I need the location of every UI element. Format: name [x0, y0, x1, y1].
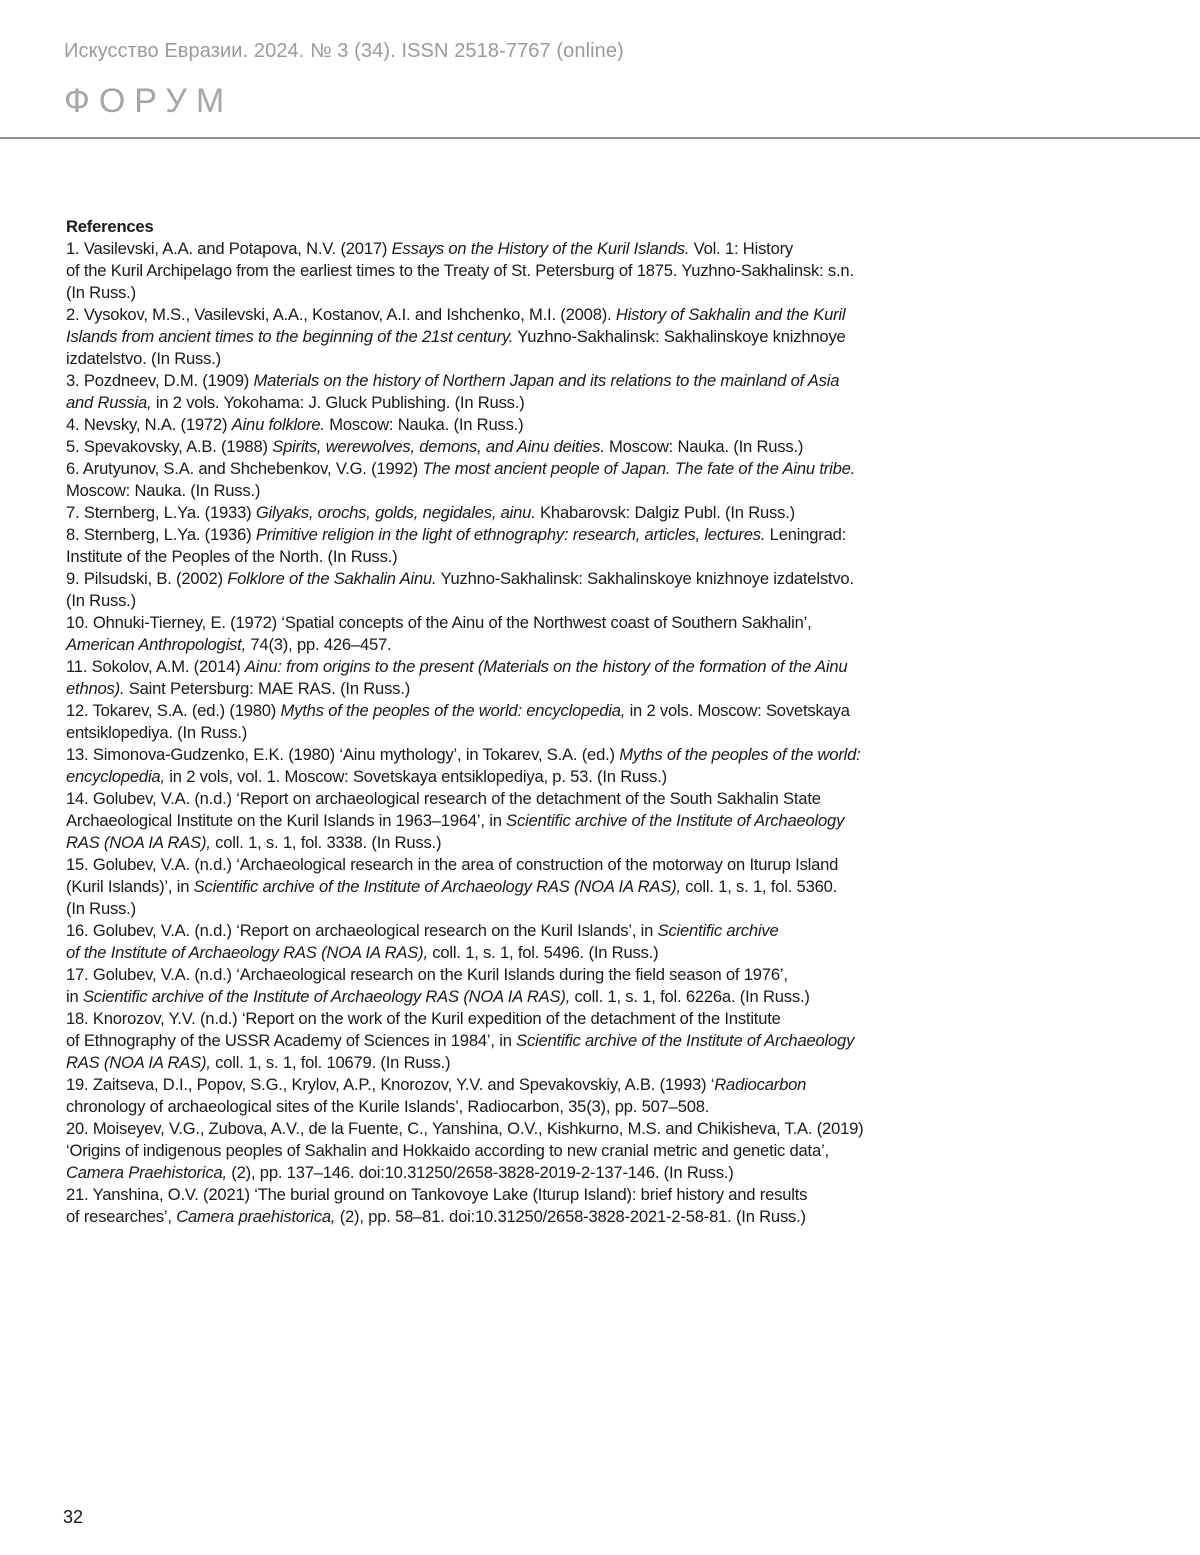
reference-line	[66, 1184, 966, 1206]
reference-text: 15. Golubev, V.A. (n.d.) ‘Archaeological research in the area of construction of the motorway on Iturup Island	[66, 855, 839, 874]
reference-line	[66, 766, 966, 788]
reference-text: in 2 vols, vol. 1. Moscow: Sovetskaya entsiklopediya, p. 53. (In Russ.)	[164, 767, 667, 786]
reference-text: 14. Golubev, V.A. (n.d.) ‘Report on archaeological research of the detachment of the South Sakhalin State	[66, 789, 821, 808]
reference-line	[66, 1052, 966, 1074]
reference-text: 16. Golubev, V.A. (n.d.) ‘Report on archaeological research on the Kuril Islands’, in	[66, 921, 658, 940]
reference-line	[66, 612, 966, 634]
reference-text: 19. Zaitseva, D.I., Popov, S.G., Krylov, A.P., Knorozov, Y.V. and Spevakovskiy, A.B. (1993) ‘	[66, 1075, 715, 1094]
reference-text: in 2 vols. Moscow: Sovetskaya	[625, 701, 850, 720]
reference-line	[66, 854, 966, 876]
reference-text: chronology of archaeological sites of the Kurile Islands’, Radiocarbon, 35(3), pp. 507–508.	[66, 1097, 710, 1116]
reference-line	[66, 458, 966, 480]
reference-line	[66, 1118, 966, 1140]
reference-line	[66, 304, 966, 326]
reference-line	[66, 1096, 966, 1118]
reference-title-italic: Primitive religion in the light of ethnography: research, articles, lectures.	[255, 525, 766, 544]
reference-line	[66, 700, 966, 722]
reference-line	[66, 1140, 966, 1162]
reference-line	[66, 964, 966, 986]
reference-line	[66, 788, 966, 810]
reference-title-italic: Folklore of the Sakhalin Ainu.	[227, 569, 437, 588]
reference-title-italic: Spirits, werewolves, demons, and Ainu deities.	[272, 437, 605, 456]
reference-line	[66, 744, 966, 766]
reference-line	[66, 898, 966, 920]
reference-title-italic: History of Sakhalin and the Kuril	[615, 305, 846, 324]
reference-title-italic: Gilyaks, orochs, golds, negidales, ainu.	[255, 503, 536, 522]
reference-line	[66, 590, 966, 612]
reference-text: (In Russ.)	[66, 591, 136, 610]
section-title: ФОРУМ	[64, 82, 234, 120]
header-divider	[0, 137, 1200, 139]
reference-line	[66, 634, 966, 656]
reference-text: izdatelstvo. (In Russ.)	[66, 349, 221, 368]
reference-line	[66, 502, 966, 524]
reference-text: coll. 1, s. 1, fol. 5496. (In Russ.)	[427, 943, 659, 962]
reference-line	[66, 1206, 966, 1228]
reference-line	[66, 1162, 966, 1184]
reference-text: 12. Tokarev, S.A. (ed.) (1980)	[66, 701, 281, 720]
reference-title-italic: Myths of the peoples of the world: encyclopedia,	[280, 701, 626, 720]
reference-line	[66, 722, 966, 744]
reference-title-italic: and Russia,	[66, 393, 152, 412]
reference-line	[66, 238, 966, 260]
reference-line	[66, 1074, 966, 1096]
reference-text: 9. Pilsudski, B. (2002)	[66, 569, 228, 588]
reference-text: 11. Sokolov, A.M. (2014)	[66, 657, 245, 676]
reference-title-italic: Scientific archive of the Institute of Archaeology RAS (NOA IA RAS),	[82, 987, 571, 1006]
reference-line	[66, 260, 966, 282]
reference-title-italic: Myths of the peoples of the world:	[619, 745, 861, 764]
reference-title-italic: Essays on the History of the Kuril Islands.	[391, 239, 690, 258]
page-number: 32	[63, 1507, 84, 1527]
reference-text: 17. Golubev, V.A. (n.d.) ‘Archaeological research on the Kuril Islands during the field season of 1976’,	[66, 965, 788, 984]
reference-text: Yuzhno-Sakhalinsk: Sakhalinskoye knizhnoye izdatelstvo.	[436, 569, 854, 588]
reference-line	[66, 942, 966, 964]
reference-text: coll. 1, s. 1, fol. 5360.	[680, 877, 838, 896]
reference-text: 20. Moiseyev, V.G., Zubova, A.V., de la Fuente, C., Yanshina, O.V., Kishkurno, M.S. and Chikisheva, T.A. (2019)	[66, 1119, 864, 1138]
reference-text: (2), pp. 58–81. doi:10.31250/2658-3828-2021-2-58-81. (In Russ.)	[335, 1207, 806, 1226]
reference-title-italic: Ainu: from origins to the present (Materials on the history of the formation of the Ainu	[244, 657, 848, 676]
reference-text: entsiklopediya. (In Russ.)	[66, 723, 248, 742]
reference-text: (In Russ.)	[66, 899, 136, 918]
reference-line	[66, 568, 966, 590]
reference-line	[66, 480, 966, 502]
reference-line	[66, 678, 966, 700]
reference-text: 7. Sternberg, L.Ya. (1933)	[66, 503, 256, 522]
reference-text: Institute of the Peoples of the North. (In Russ.)	[66, 547, 398, 566]
reference-title-italic: Scientific archive of the Institute of Archaeology	[516, 1031, 855, 1050]
reference-text: ‘Origins of indigenous peoples of Sakhalin and Hokkaido according to new cranial metric and genetic data’,	[66, 1141, 829, 1160]
reference-line	[66, 810, 966, 832]
reference-text: 21. Yanshina, O.V. (2021) ‘The burial ground on Tankovoye Lake (Iturup Island): brief history and results	[66, 1185, 808, 1204]
references-section	[66, 216, 966, 1228]
reference-text: Moscow: Nauka. (In Russ.)	[604, 437, 804, 456]
reference-text: of researches’,	[66, 1207, 177, 1226]
reference-title-italic: Materials on the history of Northern Japan and its relations to the mainland of Asia	[253, 371, 840, 390]
reference-text: Vol. 1: History	[689, 239, 794, 258]
reference-line	[66, 546, 966, 568]
reference-line	[66, 436, 966, 458]
reference-title-italic: The most ancient people of Japan. The fate of the Ainu tribe.	[422, 459, 856, 478]
reference-line	[66, 392, 966, 414]
reference-text: 1. Vasilevski, A.A. and Potapova, N.V. (2017)	[66, 239, 392, 258]
reference-line	[66, 414, 966, 436]
reference-text: Yuzhno-Sakhalinsk: Sakhalinskoye knizhnoye	[513, 327, 846, 346]
reference-title-italic: of the Institute of Archaeology RAS (NOA IA RAS),	[66, 943, 428, 962]
reference-text: 8. Sternberg, L.Ya. (1936)	[66, 525, 256, 544]
reference-text: Saint Petersburg: MAE RAS. (In Russ.)	[124, 679, 411, 698]
reference-line	[66, 524, 966, 546]
reference-text: in 2 vols. Yokohama: J. Gluck Publishing. (In Russ.)	[151, 393, 525, 412]
reference-title-italic: ethnos).	[66, 679, 125, 698]
reference-text: 18. Knorozov, Y.V. (n.d.) ‘Report on the work of the Kuril expedition of the detachment of the Institute	[66, 1009, 781, 1028]
reference-text: 74(3), pp. 426–457.	[245, 635, 392, 654]
reference-line	[66, 986, 966, 1008]
reference-text: 3. Pozdneev, D.M. (1909)	[66, 371, 254, 390]
reference-text: Moscow: Nauka. (In Russ.)	[324, 415, 524, 434]
reference-line	[66, 370, 966, 392]
reference-line	[66, 832, 966, 854]
reference-title-italic: RAS (NOA IA RAS),	[66, 1053, 211, 1072]
reference-text: 10. Ohnuki-Tierney, E. (1972) ‘Spatial concepts of the Ainu of the Northwest coast of Southern Sakhalin’,	[66, 613, 812, 632]
reference-line	[66, 1030, 966, 1052]
reference-text: of Ethnography of the USSR Academy of Sciences in 1984’, in	[66, 1031, 517, 1050]
reference-title-italic: Scientific archive of the Institute of Archaeology	[506, 811, 845, 830]
reference-text: 2. Vysokov, M.S., Vasilevski, A.A., Kostanov, A.I. and Ishchenko, M.I. (2008).	[66, 305, 616, 324]
reference-text: (2), pp. 137–146. doi:10.31250/2658-3828-2019-2-137-146. (In Russ.)	[226, 1163, 734, 1182]
reference-line	[66, 282, 966, 304]
references-heading: References	[66, 217, 154, 236]
reference-title-italic: encyclopedia,	[66, 767, 165, 786]
reference-title-italic: Ainu folklore.	[231, 415, 325, 434]
reference-text: Khabarovsk: Dalgiz Publ. (In Russ.)	[535, 503, 795, 522]
reference-text: 5. Spevakovsky, A.B. (1988)	[66, 437, 273, 456]
reference-title-italic: RAS (NOA IA RAS),	[66, 833, 211, 852]
reference-line	[66, 876, 966, 898]
reference-title-italic: Scientific archive of the Institute of Archaeology RAS (NOA IA RAS),	[193, 877, 681, 896]
reference-title-italic: Scientific archive	[657, 921, 779, 940]
reference-text: (Kuril Islands)’, in	[66, 877, 194, 896]
reference-text: in	[66, 987, 83, 1006]
reference-text: coll. 1, s. 1, fol. 3338. (In Russ.)	[210, 833, 442, 852]
reference-text: 13. Simonova-Gudzenko, E.K. (1980) ‘Ainu mythology’, in Tokarev, S.A. (ed.)	[66, 745, 620, 764]
reference-text: Leningrad:	[765, 525, 847, 544]
reference-text: (In Russ.)	[66, 283, 136, 302]
reference-line	[66, 326, 966, 348]
reference-text: of the Kuril Archipelago from the earliest times to the Treaty of St. Petersburg of 1875. Yuzhno-Sakhalinsk: s.n.	[66, 261, 854, 280]
reference-title-italic: Camera praehistorica,	[176, 1207, 336, 1226]
reference-text: coll. 1, s. 1, fol. 10679. (In Russ.)	[210, 1053, 451, 1072]
reference-line	[66, 348, 966, 370]
reference-title-italic: Camera Praehistorica,	[66, 1163, 227, 1182]
reference-text: Archaeological Institute on the Kuril Islands in 1963–1964’, in	[66, 811, 507, 830]
reference-text: Moscow: Nauka. (In Russ.)	[66, 481, 261, 500]
journal-header: Искусство Евразии. 2024. № 3 (34). ISSN 2518-7767 (online)	[64, 40, 624, 62]
reference-text: 4. Nevsky, N.A. (1972)	[66, 415, 232, 434]
references-list	[66, 238, 966, 1228]
reference-title-italic: American Anthropologist,	[66, 635, 246, 654]
reference-title-italic: Radiocarbon	[714, 1075, 807, 1094]
reference-line	[66, 920, 966, 942]
reference-title-italic: Islands from ancient times to the beginning of the 21st century.	[66, 327, 514, 346]
reference-text: 6. Arutyunov, S.A. and Shchebenkov, V.G. (1992)	[66, 459, 423, 478]
reference-text: coll. 1, s. 1, fol. 6226a. (In Russ.)	[570, 987, 810, 1006]
reference-line	[66, 1008, 966, 1030]
reference-line	[66, 656, 966, 678]
